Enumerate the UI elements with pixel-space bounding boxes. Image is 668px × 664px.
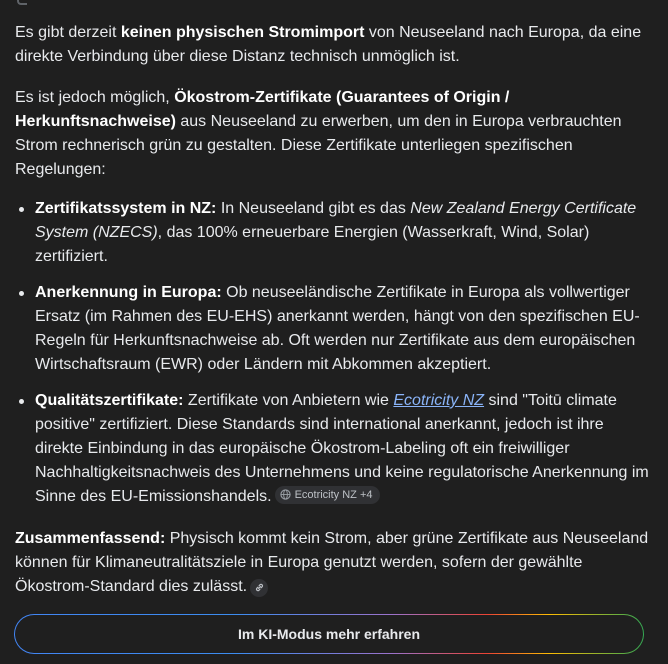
- bullet-text: In Neuseeland gibt es das: [216, 200, 411, 217]
- ai-mode-button[interactable]: [14, 614, 644, 654]
- summary-paragraph: [15, 527, 651, 599]
- bullet-dot: [19, 399, 24, 404]
- list-item: [15, 281, 651, 377]
- intro-paragraph: [15, 21, 651, 69]
- ai-mode-button-label: Im KI-Modus mehr erfahren: [237, 626, 421, 642]
- thread-connector: [17, 0, 27, 5]
- para2-text-1: Es ist jedoch möglich,: [15, 89, 175, 106]
- bullet-text: , das 100% erneuerbare Energien (Wasserkraft, Wind, Solar) zertifiziert.: [35, 224, 590, 265]
- certificates-paragraph: [15, 86, 651, 182]
- globe-icon: [280, 489, 291, 500]
- link-icon: [254, 582, 265, 593]
- bullet-title: Anerkennung in Europa:: [35, 284, 222, 301]
- summary-text: Physisch kommt kein Strom, aber grüne Zertifikate aus Neuseeland können für Klimaneutralitätsziele in Europa genutzt werden, sofern der gewählte Ökostrom-Standard dies zulässt.: [15, 530, 649, 595]
- bullet-italic: New Zealand Energy Certificate System (NZECS): [35, 200, 637, 241]
- intro-text-1: Es gibt derzeit: [15, 24, 121, 41]
- bullet-dot: [19, 291, 24, 296]
- summary-bold: Zusammenfassend:: [15, 530, 166, 547]
- para2-bold: Ökostrom-Zertifikate (Guarantees of Origin / Herkunftsnachweise): [15, 89, 510, 130]
- bullet-text: Zertifikate von Anbietern wie: [183, 392, 394, 409]
- source-link-chip[interactable]: [250, 579, 268, 597]
- para2-text-2: aus Neuseeland zu erwerben, um den in Europa verbrauchten Strom rechnerisch grün zu gestalten. Diese Zertifikate unterliegen spezifischen Regelungen:: [15, 113, 622, 178]
- source-chip-label: Ecotricity NZ +4: [294, 488, 373, 501]
- intro-bold: keinen physischen Stromimport: [120, 24, 365, 41]
- source-chip[interactable]: [275, 486, 380, 504]
- list-item: [15, 389, 651, 509]
- bullet-title: Qualitätszertifikate:: [35, 392, 184, 409]
- bullet-dot: [19, 207, 24, 212]
- intro-text-2: von Neuseeland nach Europa, da eine direkte Verbindung über diese Distanz technisch unmöglich ist.: [15, 24, 642, 65]
- list-item: [15, 197, 651, 269]
- bullet-text: sind "Toitū climate positive" zertifiziert. Diese Standards sind international anerkannt, jedoch ist ihre direkte Einbindung in das europäische Ökostrom-Labeling oft ein freiwilliger Nachhaltigkeitsnachweis des Unternehmens und keine regulatorische Anerkennung im Sinne des EU-Emissionshandels.: [35, 392, 649, 505]
- ecotricity-link[interactable]: Ecotricity NZ: [393, 392, 485, 409]
- bullet-text: Ob neuseeländische Zertifikate in Europa als vollwertiger Ersatz (im Rahmen des EU-EHS) anerkannt werden, hängt von den spezifischen EU-Regeln für Herkunftsnachweise ab. Oft werden nur Zertifikate aus dem europäischen Wirtschaftsraum (EWR) oder Ländern mit Abkommen akzeptiert.: [35, 284, 640, 373]
- bullet-title: Zertifikatssystem in NZ:: [35, 200, 217, 217]
- regulation-list: [15, 197, 651, 521]
